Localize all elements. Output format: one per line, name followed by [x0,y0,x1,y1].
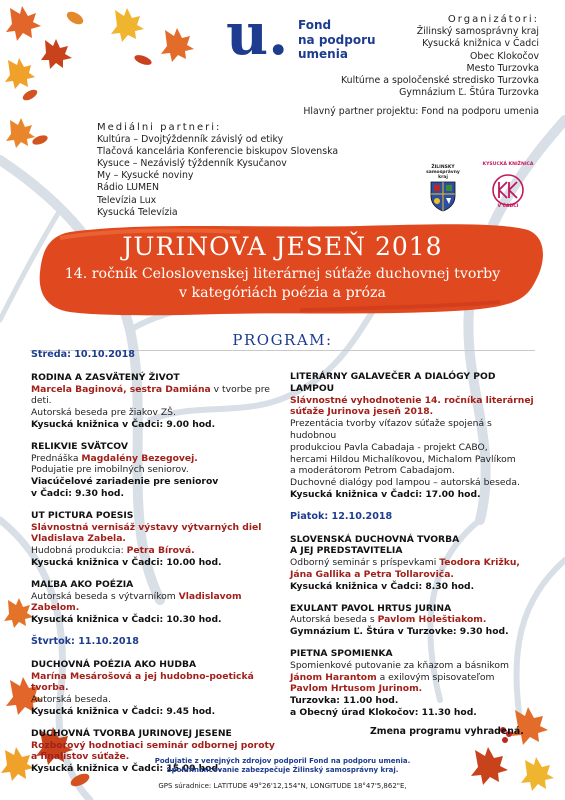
event-line [290,371,535,395]
organizer-item: Kysucká knižnica v Čadci [422,38,539,50]
event-venue-time: v Čadci: 9.30 hod. [31,487,124,499]
event-text: Autorská beseda pre žiakov ZŠ. [31,407,176,419]
event-highlight: Marína Mesárošová a jej hudobno-poetická tvorba. [31,670,254,694]
event-line [290,406,535,418]
event-venue-time: Kysucká knižnica v Čadci: 10.00 hod. [31,556,222,568]
event-text: Duchovné dialógy pod lampou – autorská beseda. [290,477,520,489]
subtitle-line: 14. ročník Celoslovenskej literárnej súťaže duchovnej tvorby [64,266,501,282]
event-highlight: Rozborový hodnotiaci seminár odbornej poroty [31,739,275,751]
event-line [290,648,535,660]
event-title: RODINA A ZASVÄTENÝ ŽIVOT [31,371,180,383]
event-text: a moderátorom Petrom Cabadajom. [290,465,455,477]
event-line [290,614,535,626]
event-venue-time: a Obecný úrad Klokočov: 11.30 hod. [290,706,477,718]
event-venue-time: Kysucká knižnica v Čadci: 17.00 hod. [290,488,481,500]
event-line [290,534,535,546]
event-venue-time: Turzovka: 11.00 hod. [290,695,399,707]
media-item: Kultúra – Dvojtýždenník závislý od etiky [97,134,284,146]
event-title: DUCHOVNÁ TVORBA JURINOVEJ JESENE [31,727,232,739]
event-title: DUCHOVNÁ POÉZIA AKO HUDBA [31,658,197,670]
event-line [290,477,535,489]
event-text: Autorská beseda s [290,614,378,626]
media-item: Kysucká Televízia [97,206,178,218]
program-event [31,510,281,569]
event-subtitle [0,265,565,303]
event-line [31,441,281,453]
event-title: EXULANT PAVOL HRTUS JURINA [290,602,452,614]
organizer-item: Obec Klokočov [470,50,539,62]
event-line [290,695,535,707]
event-line [31,407,281,419]
footer-line: Spolufinancovanie zabezpečuje Žilinský samosprávny kraj. [166,766,399,774]
event-line [31,671,281,695]
media-item: Televízia Lux [97,194,157,206]
logo-line: umenia [298,47,348,61]
event-line [290,418,535,442]
program-column-left [31,349,281,785]
organizer-item: Mesto Turzovka [466,62,539,74]
program-day-heading: Štvrtok: 11.10.2018 [31,635,139,647]
event-highlight: Jána Gallika a Petra Tollaroviča. [290,568,454,580]
event-highlight: Magdalény Bezegovej. [81,452,198,464]
crest-shield-icon [425,180,461,212]
autumn-leaves-left [0,110,60,160]
event-highlight: Vladislava Zabela. [31,533,126,545]
media-item: Rádio LUMEN [97,182,159,194]
organizers-title: Organizátori: [447,14,539,25]
event-title: A JEJ PREDSTAVITELIA [290,545,403,557]
gps-coordinates: GPS súradnice: LATITUDE 49°26'12,154"N, LONGITUDE 18°47'5,862"E, [158,782,407,790]
event-text: produkciou Pavla Cabadaja - projekt CABO, [290,441,488,453]
autumn-leaves-top-center [95,0,205,80]
event-line [31,706,281,718]
event-line [31,488,281,500]
event-text: Autorská beseda s výtvarníkom [31,590,179,602]
event-text: Hudobná produkcia: [31,545,127,557]
event-line [31,464,281,476]
main-partner: Hlavný partner projektu: Fond na podporu umenia [303,106,539,117]
program-event [290,648,535,719]
event-line [290,569,535,581]
organizers-block [341,14,539,99]
change-note: Zmena programu vyhradená. [370,726,524,737]
event-line [290,465,535,477]
event-line [290,581,535,593]
event-title: MAĽBA AKO POÉZIA [31,578,134,590]
event-highlight: a finalistov súťaže. [31,751,130,763]
event-highlight: Petra Bírová. [126,545,195,557]
event-line [290,395,535,407]
event-venue-time: Kysucká knižnica v Čadci: 15.00 hod. [31,763,222,775]
event-title: RELIKVIE SVÄTCOV [31,440,128,452]
organizer-item: Žilinský samosprávny kraj [416,26,539,38]
event-line [31,694,281,706]
event-line [290,707,535,719]
logo-line: Fond [298,18,332,32]
media-item: My – Kysucké noviny [97,170,194,182]
program-event [290,371,535,501]
event-line [290,557,535,569]
event-text: Spomienkové putovanie za kňazom a básnikom [290,659,509,671]
event-text: Podujatie pre imobilných seniorov. [31,464,189,476]
event-line [290,603,535,615]
event-line [31,419,281,431]
event-text: Autorská beseda. [31,694,111,706]
event-highlight: Pavlom Holeštiakom. [377,614,487,626]
program-event [31,372,281,431]
program-day-heading: Piatok: 12.10.2018 [290,510,393,522]
event-highlight: Slávnostné vyhodnotenie 14. ročníka literárnej [290,394,534,406]
media-partners-block [97,122,338,219]
event-venue-time: Kysucká knižnica v Čadci: 10.30 hod. [31,614,222,626]
program-event [31,579,281,626]
program-heading: PROGRAM: [232,331,333,349]
event-line [31,545,281,557]
event-line [290,672,535,684]
event-line [290,454,535,466]
event-line [31,591,281,615]
event-text: a exilovým spisovateľom [376,671,495,683]
logo-line: na podporu [298,32,376,47]
event-line [31,728,281,740]
event-line [31,384,281,408]
event-highlight: Pavlom Hrtusom Jurinom. [290,683,423,695]
event-venue-time: Kysucká knižnica v Čadci: 8.30 hod. [290,580,475,592]
event-text: v tvorbe pre deti. [31,383,270,407]
event-line [31,659,281,671]
event-highlight: Marcela Baginová, sestra Damiána [31,383,211,395]
footer-line: Podujatie z verejných zdrojov podporil Fond na podporu umenia. [154,757,411,765]
event-venue-time: Viacúčelové zariadenie pre seniorov [31,476,219,488]
event-line [31,533,281,545]
media-title: Mediálni partneri: [97,122,222,133]
event-line [290,489,535,501]
program-column-right [290,371,535,729]
event-highlight: Jánom Harantom [290,671,377,683]
event-highlight: súťaže Jurinova jeseň 2018. [290,406,434,418]
autumn-leaves-top-left [0,0,95,110]
event-venue-time: Gymnázium Ľ. Štúra v Turzovke: 9.30 hod. [290,626,509,638]
subtitle-line: v kategóriách poézia a próza [179,285,386,301]
event-text: Prednáška [31,452,82,464]
event-line [31,453,281,465]
event-text: Prezentácia tvorby víťazov súťaže spojená s hudobnou [290,418,492,441]
event-line [31,557,281,569]
event-line [290,683,535,695]
event-line [31,510,281,522]
program-event [290,603,535,638]
funding-footer [0,757,565,775]
event-text: hercami Hildou Michalíkovou, Michalom Pavlíkom [290,453,516,465]
event-highlight: Slávnostná vernisáž výstavy výtvarných diel [31,521,262,533]
event-line [31,476,281,488]
crest-label: ŽILINSKÝ samosprávny kraj [426,165,460,180]
event-line [31,740,281,752]
event-line [31,614,281,626]
kkc-top-label: KYSUCKÁ KNIŽNICA [482,162,534,167]
event-title: PIETNA SPOMIENKA [290,647,393,659]
program-day-heading: Streda: 10.10.2018 [31,349,135,360]
organizer-item: Kultúrne a spoločenské stredisko Turzovka [341,75,539,87]
event-title: JURINOVA JESEŇ 2018 [122,232,443,261]
event-line [290,660,535,672]
event-highlight: Teodora Križku, [439,557,520,569]
event-text: Odborný seminár s príspevkami [290,557,440,569]
media-item: Tlačová kancelária Konferencie biskupov Slovenska [97,146,339,158]
event-line [31,372,281,384]
organizer-item: Gymnázium Ľ. Štúra Turzovka [399,87,539,99]
kkc-bottom-label: V ČADCI [497,204,519,209]
program-event [31,659,281,718]
event-title: UT PICTURA POESIS [31,509,134,521]
event-title: LITERÁRNY GALAVEČER A DIALÓGY POD LAMPOU [290,371,496,394]
program-event [290,534,535,593]
media-item: Kysuce – Nezávislý týždenník Kysučanov [97,158,287,170]
event-highlight: Vladislavom Zabelom. [31,590,242,614]
zilina-region-crest [425,165,461,216]
event-line [290,545,535,557]
program-event [31,441,281,500]
event-line [290,442,535,454]
event-line [290,626,535,638]
event-title: SLOVENSKÁ DUCHOVNÁ TVORBA [290,533,460,545]
event-line [31,522,281,534]
event-venue-time: Kysucká knižnica v Čadci: 9.45 hod. [31,705,216,717]
event-line [31,579,281,591]
event-venue-time: Kysucká knižnica v Čadci: 9.00 hod. [31,418,216,430]
fond-logo-mark: u. [226,0,289,68]
